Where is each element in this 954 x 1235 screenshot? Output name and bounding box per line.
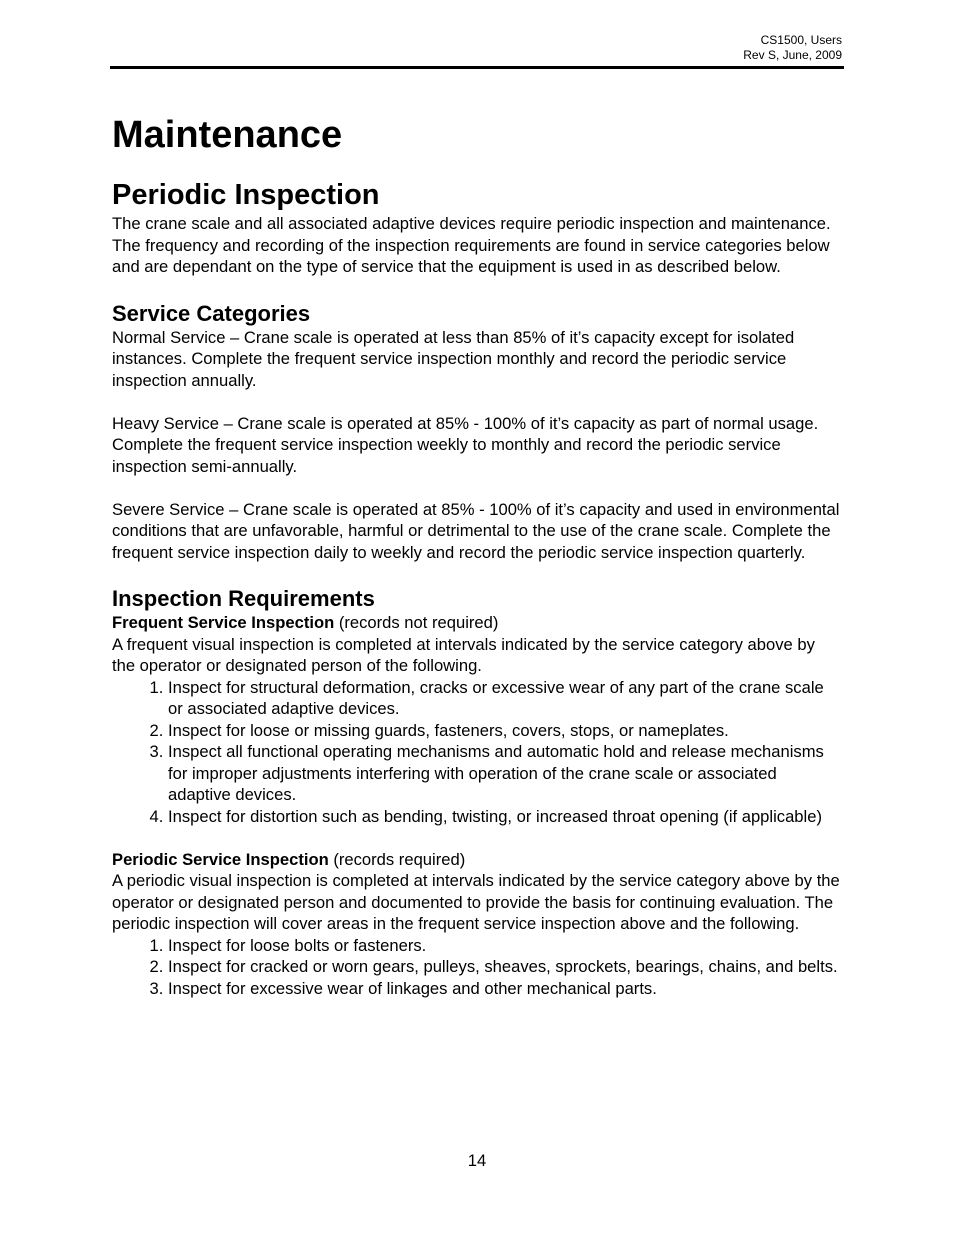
frequent-inspection-title — [112, 612, 842, 634]
header-divider — [110, 66, 844, 69]
list-item: 2. Inspect for cracked or worn gears, pulleys, sheaves, sprockets, bearings, chains, and belts. — [168, 956, 842, 978]
list-item: 1. Inspect for structural deformation, cracks or excessive wear of any part of the crane scale or associated adaptive devices. — [168, 677, 842, 720]
periodic-service-inspection-intro: A periodic visual inspection is completed at intervals indicated by the service category above by the operator or designated person and documented to provide the basis for continuing evaluation. The periodic inspection will cover areas in the frequent service inspection above and the following. — [112, 871, 840, 933]
header-doc-title: CS1500, Users — [760, 33, 842, 47]
service-categories-heading: Service Categories — [112, 300, 311, 326]
frequent-inspection-intro: A frequent visual inspection is completed at intervals indicated by the service category above by the operator or designated person of the following. — [112, 634, 815, 675]
inspection-requirements-heading: Inspection Requirements — [112, 586, 375, 611]
list-item: 3. Inspect for excessive wear of linkages and other mechanical parts. — [168, 978, 842, 1000]
page-content — [112, 112, 842, 999]
list-item: 4. Inspect for distortion such as bending, twisting, or increased throat opening (if applicable) — [168, 806, 842, 828]
page-title: Maintenance — [112, 114, 343, 156]
periodic-service-inspection-list — [112, 935, 842, 1000]
periodic-service-inspection-label: Periodic Service Inspection — [112, 849, 329, 869]
page-header — [743, 33, 842, 63]
frequent-inspection-list — [112, 677, 842, 828]
normal-service-paragraph: Normal Service – Crane scale is operated at less than 85% of it’s capacity except for isolated instances. Complete the frequent service inspection monthly and record the periodic service inspection annually. — [112, 327, 795, 390]
page-number: 14 — [467, 1151, 487, 1170]
heavy-service-paragraph: Heavy Service – Crane scale is operated at 85% - 100% of it’s capacity as part of normal usage. Complete the frequent service inspection weekly to monthly and record the periodic service inspection semi-annually. — [112, 413, 819, 476]
frequent-inspection-note: (records not required) — [334, 613, 499, 632]
periodic-inspection-heading: Periodic Inspection — [112, 179, 380, 211]
periodic-service-inspection-title — [112, 849, 842, 871]
frequent-inspection-label: Frequent Service Inspection — [112, 613, 335, 632]
severe-service-paragraph: Severe Service – Crane scale is operated at 85% - 100% of it’s capacity and used in environmental conditions that are unfavorable, harmful or detrimental to the use of the crane scale. Complete the frequent service inspection daily to weekly and record the periodic service inspection quarterly. — [112, 499, 840, 562]
periodic-inspection-body: The crane scale and all associated adaptive devices require periodic inspection and maintenance. The frequency and recording of the inspection requirements are found in service categories below and are dependant on the type of service that the equipment is used in as described below. — [112, 214, 831, 276]
header-revision: Rev S, June, 2009 — [743, 48, 842, 62]
list-item: 2. Inspect for loose or missing guards, fasteners, covers, stops, or nameplates. — [168, 720, 842, 742]
list-item: 3. Inspect all functional operating mechanisms and automatic hold and release mechanisms for improper adjustments interfering with operation of the crane scale or associated adaptive devices. — [168, 741, 842, 806]
periodic-service-inspection-note: (records required) — [328, 849, 466, 869]
list-item: 1. Inspect for loose bolts or fasteners. — [168, 935, 842, 957]
